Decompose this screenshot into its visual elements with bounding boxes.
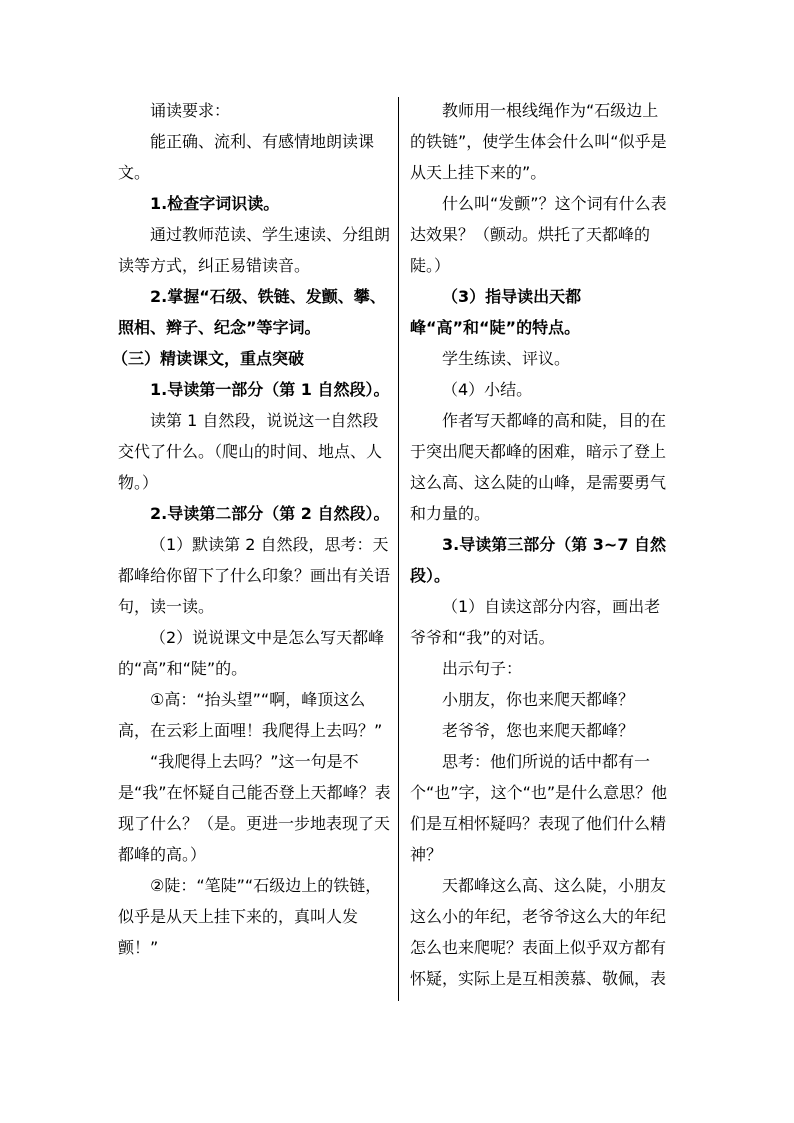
paragraph: 天都峰这么高、这么陡，小朋友这么小的年纪，老爷爷这么大的年纪怎么也来爬呢？表面上似乎双方都有怀疑，实际上是互相羡慕、敬佩，表 — [410, 876, 667, 988]
paragraph: 诵读要求： — [150, 101, 231, 120]
paragraph: 1.导读第一部分（第 1 自然段）。 — [150, 380, 390, 399]
paragraph: “我爬得上去吗？”这一句是不是“我”在怀疑自己能否登上天都峰？表现了什么？（是。更进一步地表现了天都峰的高。） — [118, 752, 391, 864]
paragraph: 3.导读第三部分（第 3~7 自然段）。 — [410, 535, 667, 585]
column-divider — [398, 97, 399, 1001]
paragraph: （1）自读这部分内容，画出老爷爷和“我”的对话。 — [410, 597, 661, 647]
paragraph: 老爷爷，您也来爬天都峰？ — [442, 721, 635, 740]
paragraph: 什么叫“发颤”？这个词有什么表达效果？（颤动。烘托了天都峰的陡。） — [410, 194, 667, 275]
section-heading: （三）精读课文，重点突破 — [112, 349, 305, 368]
paragraph: 1.检查字词识读。 — [150, 194, 280, 213]
paragraph: 思考：他们所说的话中都有一个“也”字，这个“也”是什么意思？他们是互相怀疑吗？表现了他们什么精神？ — [410, 752, 668, 864]
paragraph: （2）说说课文中是怎么写天都峰的“高”和“陡”的。 — [118, 628, 385, 678]
paragraph: 通过教师范读、学生速读、分组朗读等方式，纠正易错读音。 — [118, 225, 391, 275]
paragraph: 小朋友，你也来爬天都峰？ — [442, 690, 635, 709]
paragraph: 学生练读、评议。 — [442, 349, 571, 368]
left-column — [112, 95, 392, 963]
paragraph: 2.导读第二部分（第 2 自然段）。 — [150, 504, 390, 523]
paragraph: 读第 1 自然段，说说这一自然段交代了什么。（爬山的时间、地点、人物。） — [118, 411, 383, 492]
paragraph: 出示句子： — [442, 659, 523, 678]
paragraph: ②陡：“笔陡”“石级边上的铁链，似乎是从天上挂下来的，真叫人发颤！” — [118, 876, 382, 957]
paragraph: 能正确、流利、有感情地朗读课文。 — [118, 132, 375, 182]
paragraph: ①高：“抬头望”“啊，峰顶这么高，在云彩上面哩！我爬得上去吗？” — [118, 690, 383, 740]
paragraph: 作者写天都峰的高和陡，目的在于突出爬天都峰的困难，暗示了登上这么高、这么陡的山峰，是需要勇气和力量的。 — [410, 411, 667, 523]
paragraph: 教师用一根线绳作为“石级边上的铁链”，使学生体会什么叫“似乎是从天上挂下来的”。 — [410, 101, 667, 182]
paragraph: （1）默读第 2 自然段，思考：天都峰给你留下了什么印象？画出有关语句，读一读。 — [118, 535, 391, 616]
paragraph: （3）指导读出天都峰“高”和“陡”的特点。 — [410, 287, 582, 337]
paragraph: 2.掌握“石级、铁链、发颤、攀、照相、辫子、纪念”等字词。 — [118, 287, 386, 337]
paragraph: （4）小结。 — [442, 380, 533, 399]
right-column — [410, 95, 672, 994]
